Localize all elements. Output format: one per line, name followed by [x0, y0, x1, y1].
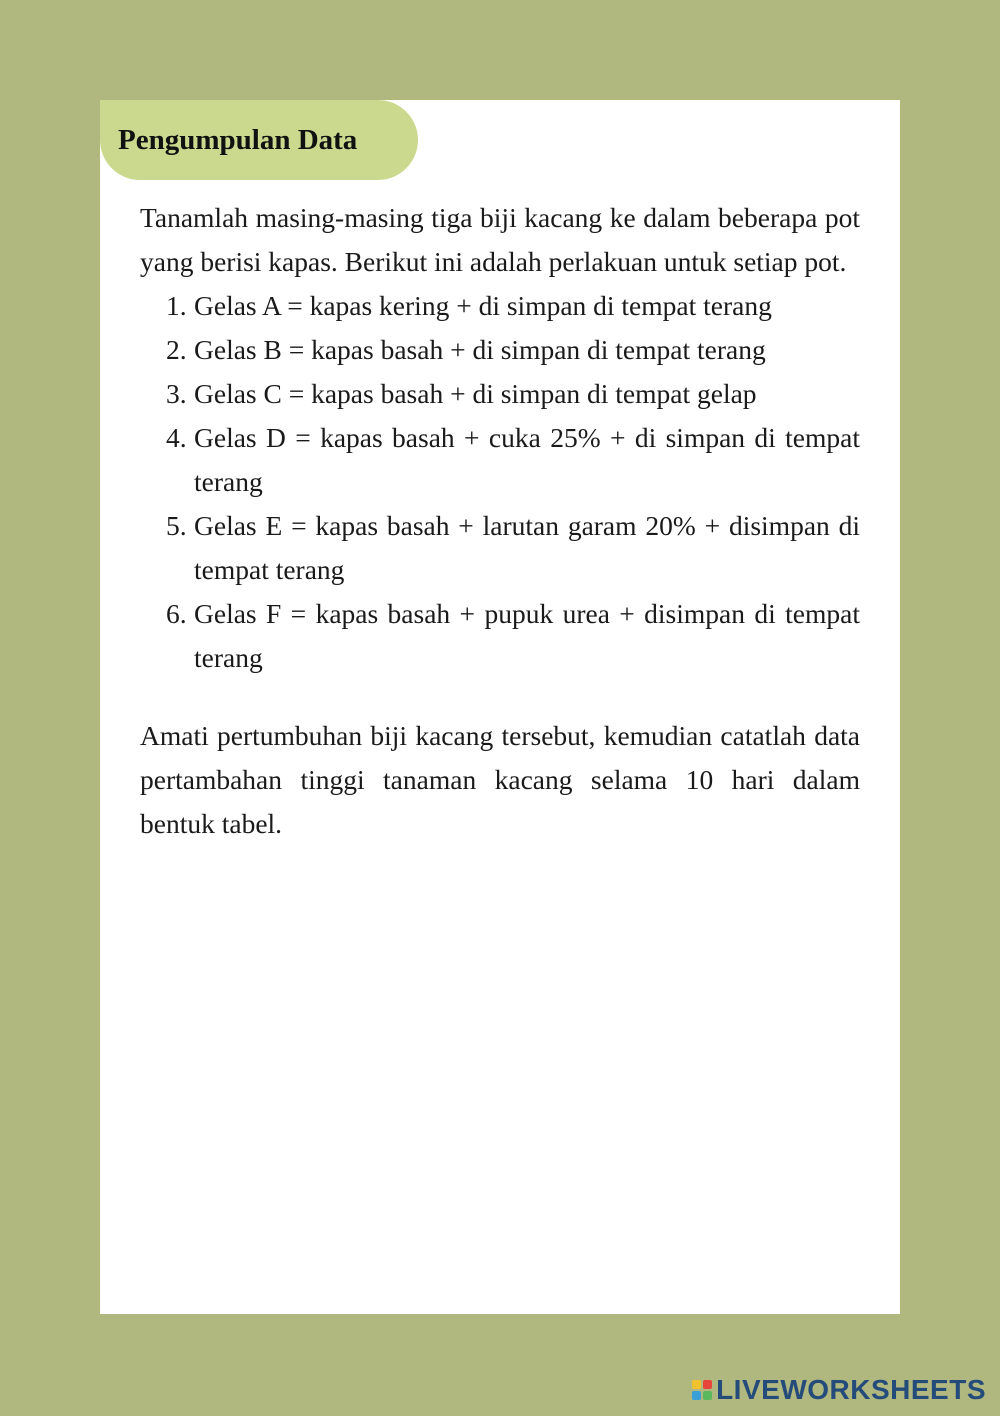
list-item [140, 504, 860, 592]
liveworksheets-brand[interactable] [692, 1374, 986, 1406]
list-item [140, 592, 860, 680]
worksheet-page [100, 100, 900, 1314]
list-item-number: 5. [166, 510, 187, 541]
brand-name: LIVEWORKSHEETS [716, 1374, 986, 1405]
list-item-text: Gelas E = kapas basah + larutan garam 20% + disimpan di tempat terang [194, 510, 860, 585]
list-item-text: Gelas A = kapas kering + di simpan di tempat terang [194, 290, 772, 321]
list-item-number: 2. [166, 334, 187, 365]
list-item-text: Gelas D = kapas basah + cuka 25% + di simpan di tempat terang [194, 422, 860, 497]
list-item [140, 328, 860, 372]
section-title: Pengumpulan Data [100, 100, 418, 180]
list-item [140, 284, 860, 328]
list-item-number: 1. [166, 290, 187, 321]
intro-paragraph: Tanamlah masing-masing tiga biji kacang ke dalam beberapa pot yang berisi kapas. Berikut ini adalah perlakuan untuk setiap pot. [140, 202, 860, 277]
list-item-number: 6. [166, 598, 187, 629]
list-item-text: Gelas B = kapas basah + di simpan di tempat terang [194, 334, 766, 365]
list-item-number: 3. [166, 378, 187, 409]
list-item-number: 4. [166, 422, 187, 453]
list-item [140, 372, 860, 416]
list-item [140, 416, 860, 504]
treatment-list [140, 284, 860, 680]
worksheet-content [140, 196, 860, 846]
conclusion-paragraph: Amati pertumbuhan biji kacang tersebut, kemudian catatlah data pertambahan tinggi tanaman kacang selama 10 hari dalam bentuk tabel. [140, 720, 860, 839]
liveworksheets-logo-icon [692, 1380, 712, 1400]
list-item-text: Gelas F = kapas basah + pupuk urea + disimpan di tempat terang [194, 598, 860, 673]
list-item-text: Gelas C = kapas basah + di simpan di tempat gelap [194, 378, 757, 409]
